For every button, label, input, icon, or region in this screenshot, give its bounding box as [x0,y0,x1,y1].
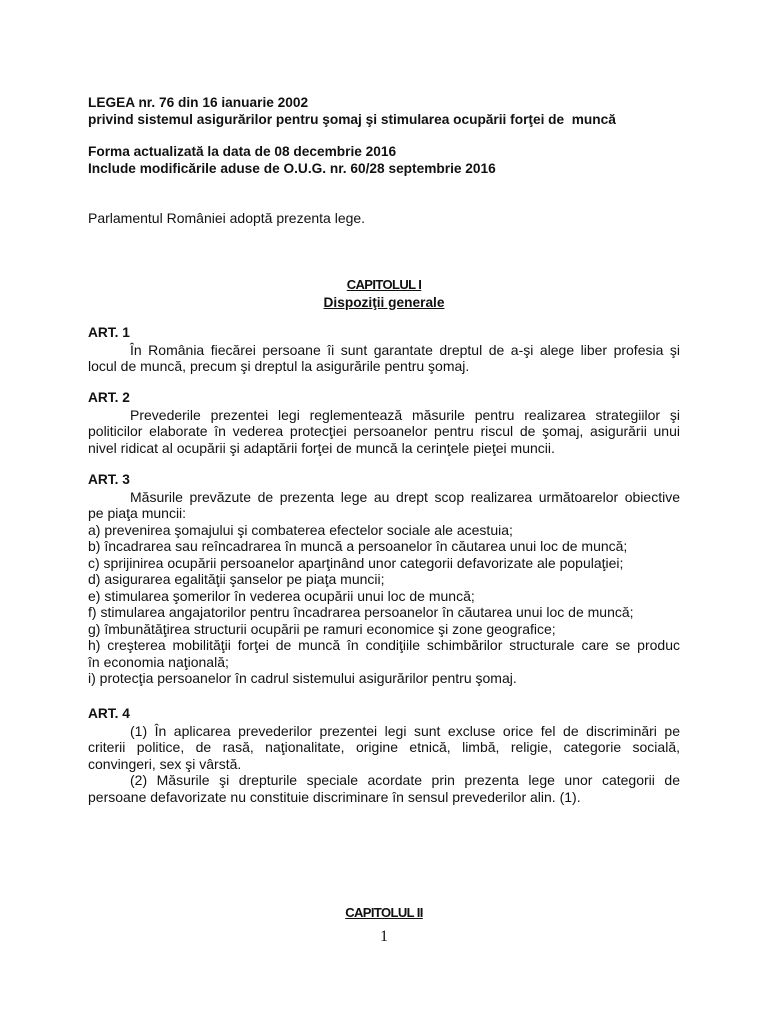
list-item: f) stimularea angajatorilor pentru încadrarea persoanelor în căutarea unui loc de muncă; [88,604,634,620]
list-item: b) încadrarea sau reîncadrarea în muncă a persoanelor în căutarea unui loc de muncă; [88,538,628,554]
text-line: În România fiecărei persoane îi sunt garantate dreptul de a-şi alege liber profesia şi [130,341,680,358]
list-item: i) protecţia persoanelor în cadrul sistemului asigurărilor pentru şomaj. [88,670,517,686]
list-item-continuation: în economia naţională; [88,653,229,670]
article-4 [88,706,680,805]
article-1 [88,325,680,375]
chapter-1-heading [88,276,680,311]
text-line: nivel ridicat al ocupării şi adaptării forţei de muncă la cerinţele pieţei muncii. [88,439,555,456]
article-label: ART. 2 [88,390,130,405]
text-line: convingeri, sex şi vârstă. [88,755,242,772]
text-line: persoane defavorizate nu constituie discriminare în sensul prevederilor alin. (1). [88,788,581,805]
text-line: (2) Măsurile şi drepturile speciale acordate prin prezenta lege unor categorii de [130,772,680,788]
list-item: g) îmbunătăţirea structurii ocupării pe ramuri economice şi zone geografice; [88,620,556,637]
text-line: locul de muncă, precum şi dreptul la asigurările pentru şomaj. [88,358,470,374]
list-item: h) creşterea mobilităţii forţei de muncă în condiţiile schimbărilor structurale care se produc [88,637,680,653]
chapter-label: CAPITOLUL II [345,905,423,920]
article-2 [88,390,680,456]
law-title: LEGEA nr. 76 din 16 ianuarie 2002 [88,95,309,110]
text-line: pe piaţa muncii: [88,505,187,521]
chapter-label: CAPITOLUL I [346,277,422,292]
amendments-note: Include modificările aduse de O.U.G. nr. 60/28 septembrie 2016 [88,160,496,176]
text-line: criterii politice, de rasă, naţionalitate, origine etnică, limbă, religie, categorie socială, [88,739,680,755]
article-label: ART. 4 [88,706,130,721]
text-line: Măsurile prevăzute de prezenta lege au drept scop realizarea următoarelor obiective [130,488,680,505]
law-header [88,95,680,128]
list-item: e) stimularea şomerilor în vederea ocupării unui loc de muncă; [88,587,475,604]
article-label: ART. 1 [88,325,130,340]
version-note: Forma actualizată la data de 08 decembrie 2016 [88,144,397,159]
list-item: a) prevenirea şomajului şi combaterea efectelor sociale ale acestuia; [88,521,513,538]
version-info [88,144,680,177]
chapter-title: Dispoziţii generale [323,294,445,310]
article-3 [88,472,680,687]
page-number: 1 [380,928,388,945]
list-item: d) asigurarea egalităţii şanselor pe piaţa muncii; [88,571,385,587]
article-label: ART. 3 [88,472,130,487]
preamble: Parlamentul României adoptă prezenta lege. [88,210,366,226]
text-line: Prevederile prezentei legi reglementează măsurile pentru realizarea strategiilor şi [130,406,680,423]
text-line: (1) În aplicarea prevederilor prezentei legi sunt excluse orice fel de discriminări pe [130,722,680,739]
law-subtitle: privind sistemul asigurărilor pentru şomaj şi stimularea ocupării forţei de muncă [88,111,616,127]
chapter-2-heading [88,904,680,922]
list-item: c) sprijinirea ocupării persoanelor aparţinând unor categorii defavorizate ale populaţiei; [88,554,624,571]
text-line: politicilor elaborate în vederea protecţiei persoanelor pentru riscul de şomaj, asigurării unui [88,423,680,439]
